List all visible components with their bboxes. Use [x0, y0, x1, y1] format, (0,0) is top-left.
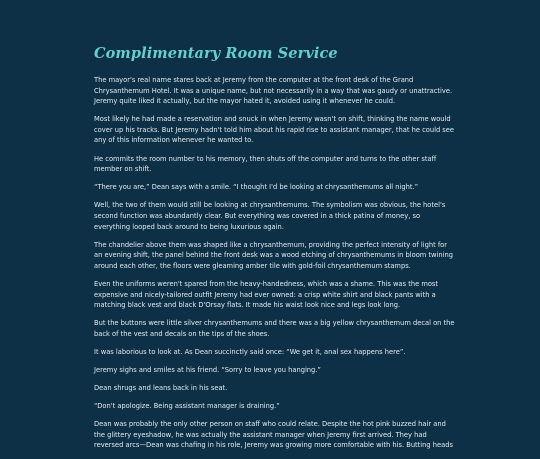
chapter-title: Complimentary Room Service — [94, 45, 338, 62]
paragraph: “There you are,” Dean says with a smile. “I thought I'd be looking at chrysanthemums all night.” — [94, 183, 419, 192]
paragraph: Jeremy sighs and smiles at his friend. “Sorry to leave you hanging.” — [94, 365, 321, 374]
paragraph: The mayor's real name stares back at Jeremy from the computer at the front desk of the Grand Chrysanthemum Hotel. It was a unique name, but not necessarily in a way that was gaudy or unattractive. Jeremy quite liked it actually, but the mayor hated it, avoided using it whenever he could. — [94, 76, 453, 106]
paragraph: Even the uniforms weren't spared from the heavy-handedness, which was a shame. This was the most expensive and nicely-tailored outfit Jeremy had ever owned: a crisp white shirt and black pants with a matching black vest and black D'Orsay flats. It made his waist look nice and legs look long. — [94, 279, 439, 310]
paragraph: It was laborious to look at. As Dean succinctly said once: “We get it, anal sex happens here”. — [94, 347, 406, 356]
paragraph: Most likely he had made a reservation and snuck in when Jeremy wasn't on shift, thinking the name would cover up his tracks. But Jeremy hadn't told him about his rapid rise to assistant manager, that he could see any of this information whenever he wanted to. — [94, 115, 455, 145]
paragraph: He commits the room number to his memory, then shuts off the computer and turns to the other staff member on shift. — [94, 154, 437, 174]
paragraph: “Don't apologize. Being assistant manager is draining.” — [94, 402, 280, 411]
paragraph: But the buttons were little silver chrysanthemums and there was a big yellow chrysanthemum decal on the back of the vest and decals on the tips of the shoes. — [94, 319, 455, 338]
paragraph: Dean was probably the only other person on staff who could relate. Despite the hot pink buzzed hair and the glittery eyeshadow, he was actually the assistant manager when Jeremy first arrived. They had reversed arcs—Dean was chafing in his role, Jeremy was growing more comfortable with his. Butting heads — [94, 420, 453, 450]
paragraph: The chandelier above them was shaped like a chrysanthemum, providing the perfect intensity of light for an evening shift, the panel behind the front desk was a wood etching of chrysanthemums in bloom twining around each other, the floors were gleaming amber tile with gold-foil chrysanthemum stamps. — [94, 240, 453, 270]
paragraph: Dean shrugs and leans back in his seat. — [94, 384, 228, 393]
paragraph: Well, the two of them would still be looking at chrysanthemums. The symbolism was obvious, the hotel's second function was abundantly clear. But everything was covered in a thick patina of money, so everything looped back around to being luxurious again. — [94, 201, 446, 231]
chapter-content — [94, 44, 456, 459]
